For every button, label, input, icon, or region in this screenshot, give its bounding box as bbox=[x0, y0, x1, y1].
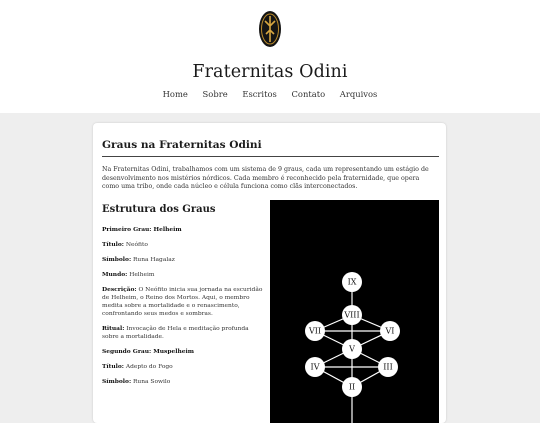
grade-header-1: Primeiro Grau: Helheim bbox=[102, 226, 182, 233]
node-iii-label: III bbox=[383, 362, 393, 372]
ritual-label: Ritual: bbox=[102, 325, 125, 332]
tree-svg bbox=[270, 200, 439, 423]
node-v-label: V bbox=[349, 344, 355, 354]
node-iv-label: IV bbox=[310, 362, 320, 372]
fraternity-logo[interactable] bbox=[257, 9, 283, 49]
node-ix[interactable] bbox=[342, 272, 362, 292]
descricao-value: O Neófito inicia sua jornada na escuridão de Helheim, o Reino dos Mortos. Aqui, o membro medita sobre a mortalidade e o renascimento, confrontando seus medos e sombras. bbox=[102, 287, 263, 317]
site-title[interactable]: Fraternitas Odini bbox=[192, 62, 348, 82]
node-viii-label: VIII bbox=[344, 310, 360, 320]
simbolo-label-2: Símbolo: bbox=[102, 378, 132, 385]
titulo-label: Título: bbox=[102, 241, 124, 248]
titulo-value-2: Adepto do Fogo bbox=[125, 364, 173, 370]
site-header bbox=[0, 0, 540, 113]
main-nav bbox=[0, 89, 540, 99]
titulo-value: Neófito bbox=[125, 242, 148, 248]
nav-home[interactable]: Home bbox=[162, 89, 188, 99]
grade-details bbox=[102, 226, 265, 393]
nav-sobre[interactable]: Sobre bbox=[202, 89, 228, 99]
section-title: Estrutura dos Graus bbox=[102, 204, 216, 215]
node-ii-label: II bbox=[348, 382, 356, 392]
intro-paragraph: Na Fraternitas Odini, trabalhamos com um sistema de 9 graus, cada um representando um estágio de desenvolvimento nos mistérios nórdicos. Cada membro é reconhecido pela fraternidade, que opera como uma tribo, onde cada núcleo e célula funciona como clãs interconectados. bbox=[102, 166, 429, 191]
content-card bbox=[93, 123, 446, 423]
page-heading: Graus na Fraternitas Odini bbox=[102, 139, 262, 151]
titulo-label-2: Título: bbox=[102, 363, 124, 370]
simbolo-value-2: Runa Sowilo bbox=[133, 379, 171, 385]
heading-divider bbox=[102, 156, 439, 157]
nav-arquivos[interactable]: Arquivos bbox=[339, 89, 378, 99]
grade-header-2: Segundo Grau: Muspelheim bbox=[102, 348, 194, 355]
node-vii-label: VII bbox=[308, 326, 322, 336]
node-vi-label: VI bbox=[385, 326, 395, 336]
grades-tree-diagram bbox=[270, 200, 439, 423]
descricao-label: Descrição: bbox=[102, 286, 137, 293]
node-viii[interactable] bbox=[342, 305, 362, 325]
ritual-value: Invocação de Hela e meditação profunda sobre a mortalidade. bbox=[102, 326, 249, 340]
simbolo-value: Runa Hagalaz bbox=[133, 257, 175, 263]
mundo-label: Mundo: bbox=[102, 271, 128, 278]
node-ix-label: IX bbox=[347, 277, 357, 287]
node-iii[interactable] bbox=[378, 357, 398, 377]
node-vii[interactable] bbox=[305, 321, 325, 341]
node-iv[interactable] bbox=[305, 357, 325, 377]
node-vi[interactable] bbox=[380, 321, 400, 341]
node-ii[interactable] bbox=[342, 377, 362, 397]
simbolo-label: Símbolo: bbox=[102, 256, 132, 263]
nav-contato[interactable]: Contato bbox=[291, 89, 326, 99]
node-v[interactable] bbox=[342, 339, 362, 359]
nav-escritos[interactable]: Escritos bbox=[242, 89, 277, 99]
mundo-value: Helheim bbox=[129, 272, 155, 278]
